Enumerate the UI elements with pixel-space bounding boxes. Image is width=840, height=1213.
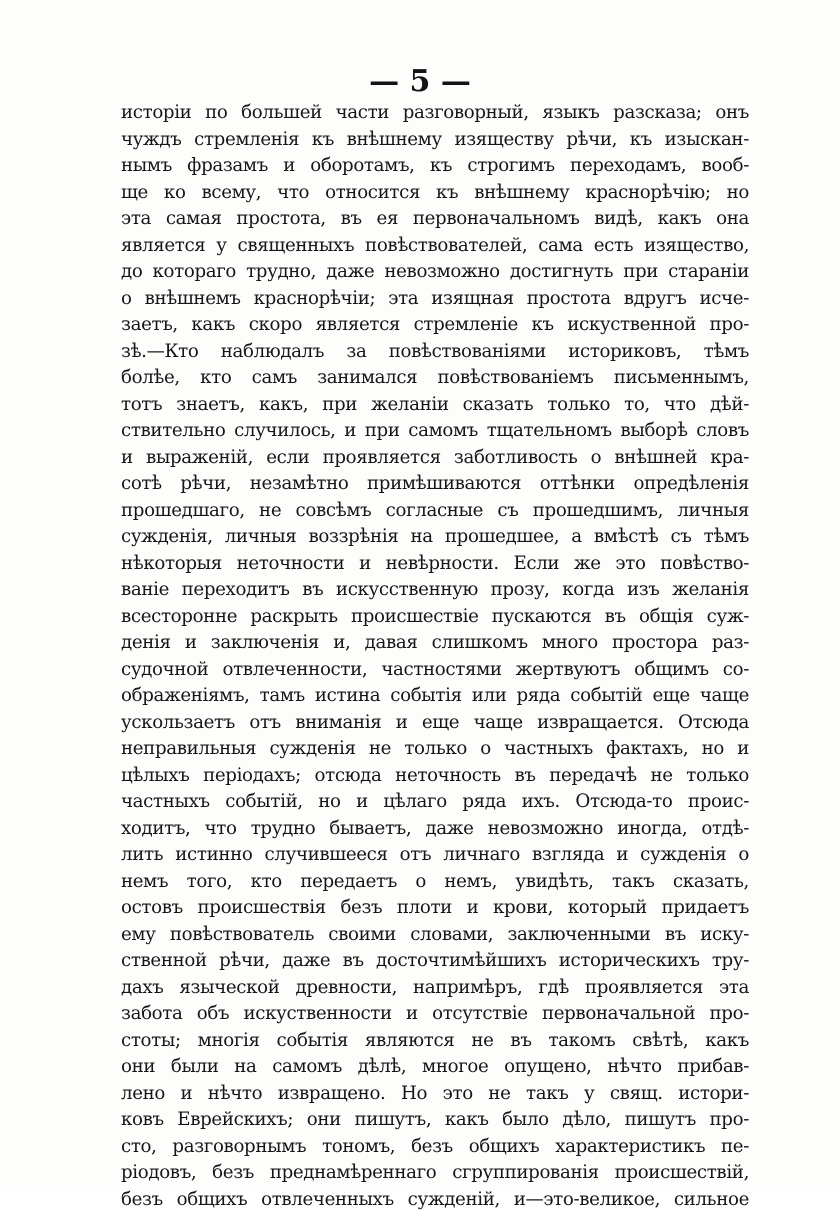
text-line: цѣлыхъ періодахъ; отсюда неточность въ передачѣ не только [121,763,749,790]
text-line: и выраженій, если проявляется заботливость о внѣшней кра- [121,445,749,472]
text-line: ускользаетъ отъ вниманія и еще чаще извращается. Отсюда [121,710,749,737]
text-line: ваніе переходитъ въ искусственную прозу, когда изъ желанія [121,577,749,604]
text-line: болѣе, кто самъ занимался повѣствованіемъ письменнымъ, [121,365,749,392]
text-line: эта самая простота, въ ея первоначальномъ видѣ, какъ она [121,206,749,233]
text-line: лить истинно случившееся отъ личнаго взгляда и сужденія о [121,842,749,869]
text-line: до котораго трудно, даже невозможно достигнуть при стараніи [121,259,749,286]
text-line: чуждъ стремленія къ внѣшнему изяществу рѣчи, къ изыскан- [121,127,749,154]
text-line: ковъ Еврейскихъ; они пишутъ, какъ было дѣло, пишутъ про- [121,1107,749,1134]
text-line: тотъ знаетъ, какъ, при желаніи сказать только то, что дѣй- [121,392,749,419]
text-line: ображеніямъ, тамъ истина событія или ряда событій еще чаще [121,683,749,710]
page-number: — 5 — [0,64,840,100]
text-line: остовъ происшествія безъ плоти и крови, который придаетъ [121,895,749,922]
text-line: ріодовъ, безъ преднамѣреннаго сгруппированія происшествій, [121,1160,749,1187]
text-line: сотѣ рѣчи, незамѣтно примѣшиваются оттѣнки опредѣленія [121,471,749,498]
text-line: стоты; многія событія являются не въ такомъ свѣтѣ, какъ [121,1028,749,1055]
body-text [121,100,749,1213]
text-line: судочной отвлеченности, частностями жертвуютъ общимъ со- [121,657,749,684]
text-line: является у священныхъ повѣствователей, сама есть изящество, [121,233,749,260]
text-line: прошедшаго, не совсѣмъ согласные съ прошедшимъ, личныя [121,498,749,525]
text-line: частныхъ событій, но и цѣлаго ряда ихъ. Отсюда-то проис- [121,789,749,816]
text-line: зѣ.—Кто наблюдалъ за повѣствованіями историковъ, тѣмъ [121,339,749,366]
text-line: ему повѣствователь своими словами, заключенными въ иску- [121,922,749,949]
text-line: ходитъ, что трудно бываетъ, даже невозможно иногда, отдѣ- [121,816,749,843]
text-line: безъ общихъ отвлеченныхъ сужденій, и—это-великое, сильное [121,1187,749,1213]
text-line: ственной рѣчи, даже въ досточтимѣйшихъ историческихъ тру- [121,948,749,975]
text-line: дахъ языческой древности, напримѣръ, гдѣ проявляется эта [121,975,749,1002]
text-line: сужденія, личныя воззрѣнія на прошедшее, а вмѣстѣ съ тѣмъ [121,524,749,551]
text-line: они были на самомъ дѣлѣ, многое опущено, нѣчто прибав- [121,1054,749,1081]
text-line: денія и заключенія и, давая слишкомъ много простора раз- [121,630,749,657]
text-line: ствительно случилось, и при самомъ тщательномъ выборѣ словъ [121,418,749,445]
text-line: всесторонне раскрыть происшествіе пускаются въ общія суж- [121,604,749,631]
text-line: нымъ фразамъ и оборотамъ, къ строгимъ переходамъ, вооб- [121,153,749,180]
text-line: неправильныя сужденія не только о частныхъ фактахъ, но и [121,736,749,763]
text-line: заетъ, какъ скоро является стремленіе къ искуственной про- [121,312,749,339]
text-line: ще ко всему, что относится къ внѣшнему краснорѣчію; но [121,180,749,207]
text-line: немъ того, кто передаетъ о немъ, увидѣть, такъ сказать, [121,869,749,896]
text-line: лено и нѣчто извращено. Но это не такъ у свящ. истори- [121,1081,749,1108]
text-line: нѣкоторыя неточности и невѣрности. Если же это повѣство- [121,551,749,578]
text-line: исторіи по большей части разговорный, языкъ разсказа; онъ [121,100,749,127]
text-line: сто, разговорнымъ тономъ, безъ общихъ характеристикъ пе- [121,1134,749,1161]
text-line: забота объ искуственности и отсутствіе первоначальной про- [121,1001,749,1028]
text-line: о внѣшнемъ краснорѣчіи; эта изящная простота вдругъ исче- [121,286,749,313]
